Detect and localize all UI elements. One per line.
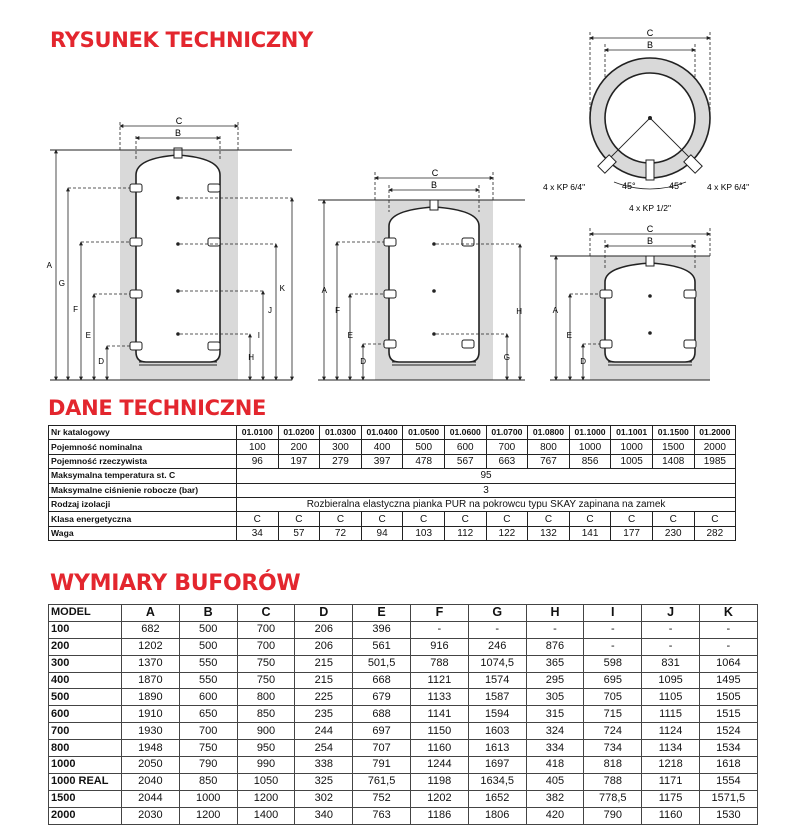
dimension-cell: 550 bbox=[179, 672, 237, 689]
dimension-cell: 1505 bbox=[699, 689, 757, 706]
dimension-cell: 1594 bbox=[468, 706, 526, 723]
dims-column-header: A bbox=[122, 605, 180, 622]
dimension-cell: 715 bbox=[584, 706, 642, 723]
catalog-number: 01.0600 bbox=[444, 426, 486, 440]
dimension-cell: 788 bbox=[584, 773, 642, 790]
model-cell: 2000 bbox=[49, 807, 122, 824]
dimension-cell: 340 bbox=[295, 807, 353, 824]
dimension-cell: 916 bbox=[410, 638, 468, 655]
dimension-cell: 1124 bbox=[642, 723, 700, 740]
catalog-number: 01.0700 bbox=[486, 426, 528, 440]
tech-cell: 1408 bbox=[652, 454, 694, 468]
dimension-cell: 990 bbox=[237, 757, 295, 774]
dimension-cell: 790 bbox=[179, 757, 237, 774]
table-row bbox=[49, 790, 758, 807]
tech-cell: C bbox=[611, 512, 653, 526]
tech-cell: 400 bbox=[361, 440, 403, 454]
dimension-cell: 215 bbox=[295, 655, 353, 672]
dimension-cell: 1634,5 bbox=[468, 773, 526, 790]
tech-row bbox=[49, 526, 736, 540]
large-label-a: A bbox=[46, 261, 52, 270]
dims-header-row bbox=[49, 605, 758, 622]
large-label-h: H bbox=[248, 353, 254, 362]
dimension-cell: 1948 bbox=[122, 740, 180, 757]
tech-row bbox=[49, 512, 736, 526]
small-label-d: D bbox=[580, 357, 586, 366]
catalog-number: 01.0300 bbox=[320, 426, 362, 440]
dimension-cell: 418 bbox=[526, 757, 584, 774]
dimension-cell: 850 bbox=[237, 706, 295, 723]
catalog-number: 01.0200 bbox=[278, 426, 320, 440]
tech-row bbox=[49, 440, 736, 454]
table-row bbox=[49, 740, 758, 757]
dimension-cell: 244 bbox=[295, 723, 353, 740]
tech-cell: 1005 bbox=[611, 454, 653, 468]
dimension-cell: 600 bbox=[179, 689, 237, 706]
dimension-cell: 598 bbox=[584, 655, 642, 672]
dimension-cell: 1697 bbox=[468, 757, 526, 774]
tech-row-label: Maksymalne ciśnienie robocze (bar) bbox=[49, 483, 237, 497]
tech-cell: C bbox=[278, 512, 320, 526]
tech-cell: 94 bbox=[361, 526, 403, 540]
dimension-cell: - bbox=[699, 638, 757, 655]
model-cell: 1000 bbox=[49, 757, 122, 774]
top-view-right-label: 4 x KP 6/4" bbox=[707, 182, 750, 192]
tech-cell: 132 bbox=[528, 526, 570, 540]
dimension-cell: 1930 bbox=[122, 723, 180, 740]
tech-header-row bbox=[49, 426, 736, 440]
table-row bbox=[49, 723, 758, 740]
dimension-cell: - bbox=[642, 638, 700, 655]
dimension-cell: 1105 bbox=[642, 689, 700, 706]
dimension-cell: 734 bbox=[584, 740, 642, 757]
dimension-cell: 724 bbox=[584, 723, 642, 740]
dimension-cell: 1574 bbox=[468, 672, 526, 689]
dimension-cell: 700 bbox=[179, 723, 237, 740]
dimension-cell: 1806 bbox=[468, 807, 526, 824]
dimension-cell: 324 bbox=[526, 723, 584, 740]
dimension-cell: 1652 bbox=[468, 790, 526, 807]
dims-column-header: MODEL bbox=[49, 605, 122, 622]
table-row bbox=[49, 807, 758, 824]
tech-cell: 200 bbox=[278, 440, 320, 454]
table-row bbox=[49, 655, 758, 672]
catalog-number: 01.0100 bbox=[237, 426, 279, 440]
dimension-cell: 1198 bbox=[410, 773, 468, 790]
dims-column-header: I bbox=[584, 605, 642, 622]
dimension-cell: 365 bbox=[526, 655, 584, 672]
dimension-cell: 1515 bbox=[699, 706, 757, 723]
angle-right-label: 45° bbox=[669, 181, 683, 191]
dim-b-label: B bbox=[174, 128, 182, 138]
large-label-j: J bbox=[268, 306, 272, 315]
medium-label-f: F bbox=[335, 306, 340, 315]
model-cell: 1500 bbox=[49, 790, 122, 807]
dimension-cell: 1202 bbox=[410, 790, 468, 807]
tech-cell: 1000 bbox=[569, 440, 611, 454]
tech-cell: 282 bbox=[694, 526, 736, 540]
dimension-cell: 235 bbox=[295, 706, 353, 723]
dimension-cell: 790 bbox=[584, 807, 642, 824]
dims-column-header: F bbox=[410, 605, 468, 622]
dim-b-label: B bbox=[646, 40, 654, 50]
tech-cell: 700 bbox=[486, 440, 528, 454]
tech-cell: 663 bbox=[486, 454, 528, 468]
dimension-cell: 791 bbox=[353, 757, 411, 774]
dimension-cell: 396 bbox=[353, 621, 411, 638]
dimension-cell: 500 bbox=[179, 638, 237, 655]
tech-cell: 478 bbox=[403, 454, 445, 468]
tech-row-label: Maksymalna temperatura st. C bbox=[49, 469, 237, 483]
dimension-cell: - bbox=[584, 638, 642, 655]
tech-row-label: Klasa energetyczna bbox=[49, 512, 237, 526]
tech-merged-cell: 3 bbox=[237, 483, 736, 497]
table-row bbox=[49, 773, 758, 790]
model-cell: 200 bbox=[49, 638, 122, 655]
dimension-cell: 2044 bbox=[122, 790, 180, 807]
dimension-cell: 1000 bbox=[179, 790, 237, 807]
tech-cell: C bbox=[403, 512, 445, 526]
dimension-cell: 1050 bbox=[237, 773, 295, 790]
tech-cell: C bbox=[320, 512, 362, 526]
dimension-cell: 679 bbox=[353, 689, 411, 706]
tech-row bbox=[49, 483, 736, 497]
dimension-cell: 1870 bbox=[122, 672, 180, 689]
dimension-cell: 682 bbox=[122, 621, 180, 638]
dimension-cell: 752 bbox=[353, 790, 411, 807]
dimension-cell: 1218 bbox=[642, 757, 700, 774]
tech-cell: 34 bbox=[237, 526, 279, 540]
top-view-bottom-label: 4 x KP 1/2" bbox=[628, 203, 672, 213]
tech-header-label: Nr katalogowy bbox=[49, 426, 237, 440]
dimension-cell: 1141 bbox=[410, 706, 468, 723]
tech-cell: C bbox=[361, 512, 403, 526]
dimension-cell: 561 bbox=[353, 638, 411, 655]
tech-cell: 103 bbox=[403, 526, 445, 540]
large-label-e: E bbox=[85, 331, 91, 340]
large-label-f: F bbox=[73, 305, 78, 314]
dimension-cell: 1175 bbox=[642, 790, 700, 807]
dimension-cell: 1134 bbox=[642, 740, 700, 757]
dims-column-header: C bbox=[237, 605, 295, 622]
dimension-cell: 700 bbox=[237, 638, 295, 655]
tech-cell: 856 bbox=[569, 454, 611, 468]
tech-row-label: Pojemność nominalna bbox=[49, 440, 237, 454]
medium-label-a: A bbox=[321, 286, 327, 295]
dimension-cell: 1064 bbox=[699, 655, 757, 672]
dimension-cell: 1186 bbox=[410, 807, 468, 824]
tech-row-label: Waga bbox=[49, 526, 237, 540]
small-tank-drawing bbox=[550, 224, 710, 380]
model-cell: 300 bbox=[49, 655, 122, 672]
dimension-cell: 1160 bbox=[642, 807, 700, 824]
dimension-cell: 750 bbox=[237, 672, 295, 689]
dimension-cell: 1587 bbox=[468, 689, 526, 706]
dims-column-header: D bbox=[295, 605, 353, 622]
catalog-number: 01.1001 bbox=[611, 426, 653, 440]
dim-c-label: C bbox=[431, 168, 439, 178]
dimension-cell: 1121 bbox=[410, 672, 468, 689]
large-label-g: G bbox=[58, 279, 65, 288]
large-tank-drawing bbox=[47, 116, 292, 380]
tech-cell: C bbox=[444, 512, 486, 526]
tech-cell: 100 bbox=[237, 440, 279, 454]
dimension-cell: 500 bbox=[179, 621, 237, 638]
catalog-number: 01.0400 bbox=[361, 426, 403, 440]
dimension-cell: 2050 bbox=[122, 757, 180, 774]
dims-column-header: G bbox=[468, 605, 526, 622]
dims-column-header: E bbox=[353, 605, 411, 622]
dimension-cell: 1171 bbox=[642, 773, 700, 790]
dimension-cell: 1370 bbox=[122, 655, 180, 672]
dimension-cell: 900 bbox=[237, 723, 295, 740]
tech-cell: C bbox=[486, 512, 528, 526]
dimension-cell: 225 bbox=[295, 689, 353, 706]
dimension-cell: 1554 bbox=[699, 773, 757, 790]
dimension-cell: 1244 bbox=[410, 757, 468, 774]
dimension-cell: 1603 bbox=[468, 723, 526, 740]
tech-row-label: Rodzaj izolacji bbox=[49, 497, 237, 511]
tech-cell: 1500 bbox=[652, 440, 694, 454]
dimension-cell: 1618 bbox=[699, 757, 757, 774]
top-view-drawing bbox=[543, 28, 749, 213]
technical-drawings bbox=[0, 0, 794, 392]
tech-cell: C bbox=[694, 512, 736, 526]
dims-column-header: B bbox=[179, 605, 237, 622]
catalog-number: 01.0500 bbox=[403, 426, 445, 440]
dimension-cell: 1160 bbox=[410, 740, 468, 757]
dimension-cell: 818 bbox=[584, 757, 642, 774]
dimension-cell: 761,5 bbox=[353, 773, 411, 790]
dimension-cell: 1200 bbox=[179, 807, 237, 824]
dimension-cell: 688 bbox=[353, 706, 411, 723]
dims-column-header: K bbox=[699, 605, 757, 622]
dimension-cell: 2040 bbox=[122, 773, 180, 790]
dimension-cell: - bbox=[584, 621, 642, 638]
dim-b-label: B bbox=[430, 180, 438, 190]
dimension-cell: 1524 bbox=[699, 723, 757, 740]
dimension-cell: 788 bbox=[410, 655, 468, 672]
dimension-cell: 1133 bbox=[410, 689, 468, 706]
table-row bbox=[49, 706, 758, 723]
tech-row-label: Pojemność rzeczywista bbox=[49, 454, 237, 468]
dimension-cell: 850 bbox=[179, 773, 237, 790]
model-cell: 100 bbox=[49, 621, 122, 638]
model-cell: 700 bbox=[49, 723, 122, 740]
dimension-cell: 695 bbox=[584, 672, 642, 689]
table-row bbox=[49, 621, 758, 638]
dimension-cell: 254 bbox=[295, 740, 353, 757]
tech-cell: 1000 bbox=[611, 440, 653, 454]
tech-cell: 800 bbox=[528, 440, 570, 454]
dimension-cell: 325 bbox=[295, 773, 353, 790]
dimension-cell: 2030 bbox=[122, 807, 180, 824]
dimension-cell: 950 bbox=[237, 740, 295, 757]
dimension-cell: 1202 bbox=[122, 638, 180, 655]
medium-tank-drawing bbox=[318, 168, 525, 380]
dimension-cell: 501,5 bbox=[353, 655, 411, 672]
tech-merged-cell: 95 bbox=[237, 469, 736, 483]
dimension-cell: 1400 bbox=[237, 807, 295, 824]
dimension-cell: 1530 bbox=[699, 807, 757, 824]
dimension-cell: 295 bbox=[526, 672, 584, 689]
tech-cell: C bbox=[569, 512, 611, 526]
dimension-cell: 315 bbox=[526, 706, 584, 723]
tech-cell: 300 bbox=[320, 440, 362, 454]
dimension-cell: 1571,5 bbox=[699, 790, 757, 807]
tech-cell: 1985 bbox=[694, 454, 736, 468]
tech-cell: 112 bbox=[444, 526, 486, 540]
medium-label-e: E bbox=[347, 331, 353, 340]
heading-technical-drawing: RYSUNEK TECHNICZNY bbox=[50, 28, 313, 52]
dimension-cell: 1200 bbox=[237, 790, 295, 807]
dimension-cell: 1095 bbox=[642, 672, 700, 689]
medium-label-d: D bbox=[360, 357, 366, 366]
tech-cell: 600 bbox=[444, 440, 486, 454]
angle-left-label: 45° bbox=[622, 181, 636, 191]
heading-dimensions: WYMIARY BUFORÓW bbox=[50, 571, 301, 596]
medium-label-h: H bbox=[516, 307, 522, 316]
catalog-number: 01.1000 bbox=[569, 426, 611, 440]
dimension-cell: - bbox=[526, 621, 584, 638]
table-row bbox=[49, 689, 758, 706]
large-label-k: K bbox=[279, 284, 285, 293]
dimension-cell: 305 bbox=[526, 689, 584, 706]
tech-cell: 397 bbox=[361, 454, 403, 468]
model-cell: 500 bbox=[49, 689, 122, 706]
tech-cell: 767 bbox=[528, 454, 570, 468]
dimension-cell: 550 bbox=[179, 655, 237, 672]
tech-cell: C bbox=[237, 512, 279, 526]
tech-cell: 197 bbox=[278, 454, 320, 468]
dims-column-header: H bbox=[526, 605, 584, 622]
dimension-cell: 778,5 bbox=[584, 790, 642, 807]
table-row bbox=[49, 757, 758, 774]
tech-cell: 96 bbox=[237, 454, 279, 468]
tech-merged-cell: Rozbieralna elastyczna pianka PUR na pokrowcu typu SKAY zapinana na zamek bbox=[237, 497, 736, 511]
model-cell: 400 bbox=[49, 672, 122, 689]
dimension-cell: 246 bbox=[468, 638, 526, 655]
dimension-cell: - bbox=[642, 621, 700, 638]
dimension-cell: 1495 bbox=[699, 672, 757, 689]
tech-cell: 567 bbox=[444, 454, 486, 468]
table-row bbox=[49, 672, 758, 689]
dimension-cell: 1910 bbox=[122, 706, 180, 723]
tech-cell: 500 bbox=[403, 440, 445, 454]
tech-cell: 72 bbox=[320, 526, 362, 540]
dimension-cell: 302 bbox=[295, 790, 353, 807]
dim-b-label: B bbox=[646, 236, 654, 246]
dimension-cell: 382 bbox=[526, 790, 584, 807]
dimension-cell: - bbox=[468, 621, 526, 638]
dimension-cell: 700 bbox=[237, 621, 295, 638]
dimension-cell: 705 bbox=[584, 689, 642, 706]
dimension-cell: 1150 bbox=[410, 723, 468, 740]
tech-cell: 230 bbox=[652, 526, 694, 540]
tech-cell: 177 bbox=[611, 526, 653, 540]
dimension-cell: 1115 bbox=[642, 706, 700, 723]
dimension-cell: - bbox=[410, 621, 468, 638]
tech-row bbox=[49, 469, 736, 483]
tech-cell: 122 bbox=[486, 526, 528, 540]
catalog-number: 01.0800 bbox=[528, 426, 570, 440]
dimension-cell: 1534 bbox=[699, 740, 757, 757]
dimension-cell: - bbox=[699, 621, 757, 638]
tech-cell: 141 bbox=[569, 526, 611, 540]
dimension-cell: 1613 bbox=[468, 740, 526, 757]
dims-column-header: J bbox=[642, 605, 700, 622]
catalog-number: 01.2000 bbox=[694, 426, 736, 440]
dim-c-label: C bbox=[646, 28, 654, 38]
dimension-cell: 420 bbox=[526, 807, 584, 824]
top-view-left-label: 4 x KP 6/4" bbox=[543, 182, 586, 192]
heading-technical-data: DANE TECHNICZNE bbox=[48, 396, 267, 420]
dimension-cell: 750 bbox=[237, 655, 295, 672]
small-label-e: E bbox=[566, 331, 572, 340]
dimension-cell: 697 bbox=[353, 723, 411, 740]
tech-cell: 2000 bbox=[694, 440, 736, 454]
dim-c-label: C bbox=[646, 224, 654, 234]
tech-row bbox=[49, 497, 736, 511]
model-cell: 1000 REAL bbox=[49, 773, 122, 790]
dimension-cell: 831 bbox=[642, 655, 700, 672]
dimension-cell: 750 bbox=[179, 740, 237, 757]
dim-c-label: C bbox=[175, 116, 183, 126]
tech-cell: C bbox=[528, 512, 570, 526]
large-label-d: D bbox=[98, 357, 104, 366]
dimension-cell: 206 bbox=[295, 621, 353, 638]
catalog-number: 01.1500 bbox=[652, 426, 694, 440]
dimension-cell: 650 bbox=[179, 706, 237, 723]
dimension-cell: 707 bbox=[353, 740, 411, 757]
technical-data-table bbox=[48, 425, 736, 541]
medium-label-g: G bbox=[503, 353, 510, 362]
dimension-cell: 876 bbox=[526, 638, 584, 655]
model-cell: 600 bbox=[49, 706, 122, 723]
dimension-cell: 800 bbox=[237, 689, 295, 706]
dimension-cell: 763 bbox=[353, 807, 411, 824]
tech-cell: C bbox=[652, 512, 694, 526]
tech-row bbox=[49, 454, 736, 468]
model-cell: 800 bbox=[49, 740, 122, 757]
dimensions-table bbox=[48, 604, 758, 825]
tech-cell: 57 bbox=[278, 526, 320, 540]
table-row bbox=[49, 638, 758, 655]
dimension-cell: 1074,5 bbox=[468, 655, 526, 672]
dimension-cell: 215 bbox=[295, 672, 353, 689]
dimension-cell: 334 bbox=[526, 740, 584, 757]
tech-cell: 279 bbox=[320, 454, 362, 468]
dimension-cell: 338 bbox=[295, 757, 353, 774]
dimension-cell: 405 bbox=[526, 773, 584, 790]
small-label-a: A bbox=[552, 306, 558, 315]
large-label-i: I bbox=[257, 331, 260, 340]
dimension-cell: 206 bbox=[295, 638, 353, 655]
dimension-cell: 668 bbox=[353, 672, 411, 689]
dimension-cell: 1890 bbox=[122, 689, 180, 706]
